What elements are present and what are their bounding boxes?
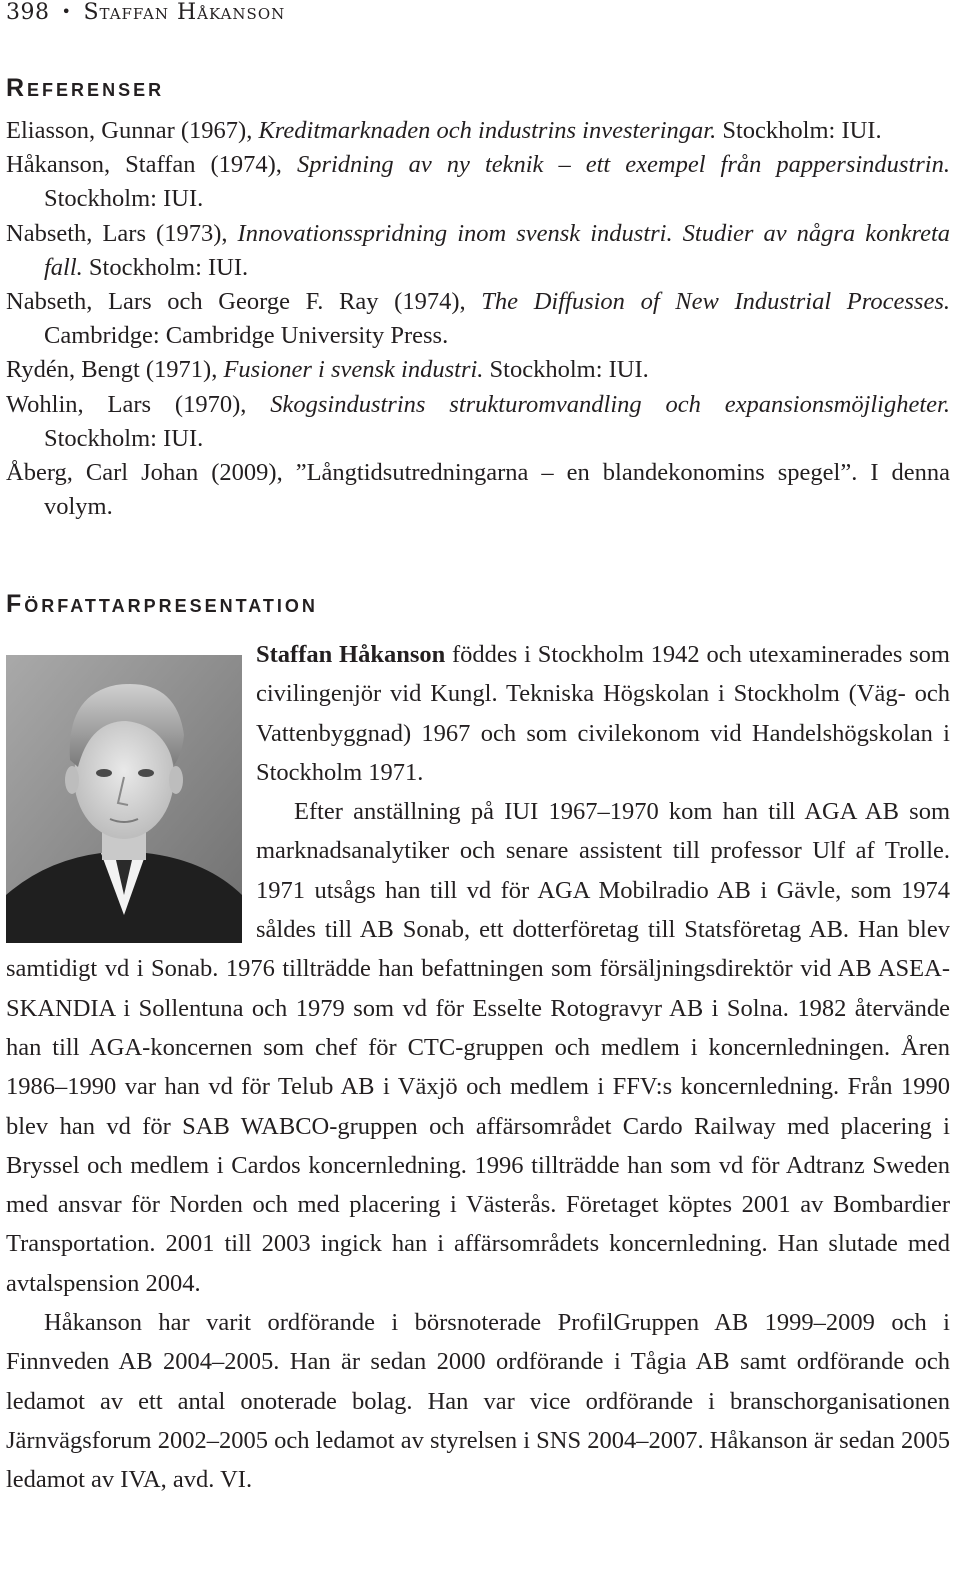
reference-author: Åberg, Carl Johan (2009), ”Långtidsutredningarna – en blandekonomins spegel”. I denna volym.	[6, 459, 950, 521]
reference-item	[6, 456, 950, 524]
reference-publisher: Stockholm: IUI.	[44, 185, 204, 213]
reference-author: Wohlin, Lars (1970),	[6, 390, 271, 418]
reference-item	[6, 217, 950, 285]
reference-publisher: Stockholm: IUI.	[44, 424, 204, 452]
photo-wrap-spacer	[6, 635, 256, 925]
author-presentation-heading: Författarpresentation	[6, 590, 318, 618]
page-number: 398	[6, 0, 50, 25]
reference-title: Spridning av ny teknik – ett exempel från pappersindustrin.	[296, 151, 950, 179]
reference-item	[6, 285, 950, 353]
reference-item	[6, 353, 950, 387]
bio-paragraph-1-text: föddes i Stockholm 1942 och utexaminerades som civilingenjör vid Kungl. Tekniska Högskolan i Stockholm (Väg- och Vattenbyggnad) 1967 och som civilekonom vid Handelshögskolan i Stockholm 1971.	[256, 641, 950, 786]
reference-publisher: Stockholm: IUI.	[82, 253, 249, 281]
reference-title: Kreditmarknaden och industrins investeringar.	[258, 117, 717, 144]
running-head	[6, 0, 285, 26]
reference-author: Eliasson, Gunnar (1967),	[6, 117, 259, 144]
bullet-separator: •	[61, 2, 72, 21]
reference-author: Nabseth, Lars (1973),	[6, 219, 238, 247]
reference-title: The Diffusion of New Industrial Processes.	[481, 288, 951, 316]
reference-publisher: Stockholm: IUI.	[716, 117, 882, 144]
bio-paragraph-2: Efter anställning på IUI 1967–1970 kom han till AGA AB som marknadsanalytiker och senare assistent till professor Ulf af Trolle. 1971 utsågs han till vd för AGA Mobilradio AB i Gävle, som 1974 såldes till AB Sonab, ett dotterföretag till Statsföretag AB. Han blev samtidigt vd i Sonab. 1976 tillträdde han befattningen som försäljningsdirektör vid AB ASEA-SKANDIA i Sollentuna och 1979 som vd för Esselte Rotogravyr AB i Solna. 1982 återvände han till AGA-koncernen som chef för CTC-gruppen och medlem i koncernledningen. Åren 1986–1990 var han vd för Telub AB i Växjö och medlem i FFV:s koncernledning. Från 1990 blev han vd för SAB WABCO-gruppen och affärsområdet Cardo Railway med placering i Bryssel och medlem i Cardos koncernledning. 1996 tillträdde han som vd för Adtranz Sweden med ansvar för Norden och med placering i Västerås. Företaget köptes 2001 av Bombardier Transportation. 2001 till 2003 ingick han i affärsområdets koncernledning. Han slutade med avtalspension 2004.	[6, 798, 950, 1297]
reference-title: Innovationsspridning inom svensk industri. Studier av några konkreta fall.	[44, 219, 951, 281]
reference-publisher: Stockholm: IUI.	[483, 356, 649, 384]
reference-item	[6, 148, 950, 216]
reference-author: Håkanson, Staffan (1974),	[6, 151, 297, 179]
reference-publisher: Cambridge: Cambridge University Press.	[44, 322, 449, 350]
author-name: Staffan Håkanson	[256, 641, 446, 668]
reference-item	[6, 114, 950, 148]
running-title: Staffan Håkanson	[83, 0, 286, 25]
reference-title: Skogsindustrins strukturomvandling och expansionsmöjligheter.	[270, 390, 950, 418]
bio-paragraph-3: Håkanson har varit ordförande i börsnoterade ProfilGruppen AB 1999–2009 och i Finnveden AB 2004–2005. Han är sedan 2000 ordförande i Tågia AB samt ordförande och ledamot av ett antal onoterade bolag. Han var vice ordförande i branschorganisationen Järnvägsforum 2002–2005 och ledamot av styrelsen i SNS 2004–2007. Håkanson är sedan 2005 ledamot av IVA, avd. VI.	[6, 1309, 950, 1494]
references-heading: Referenser	[6, 74, 165, 102]
reference-title: Fusioner i svensk industri.	[223, 356, 484, 384]
reference-author: Rydén, Bengt (1971),	[6, 356, 224, 384]
reference-list	[6, 114, 950, 524]
author-biography	[6, 635, 950, 1500]
reference-author: Nabseth, Lars och George F. Ray (1974),	[6, 288, 482, 316]
reference-item	[6, 388, 950, 456]
